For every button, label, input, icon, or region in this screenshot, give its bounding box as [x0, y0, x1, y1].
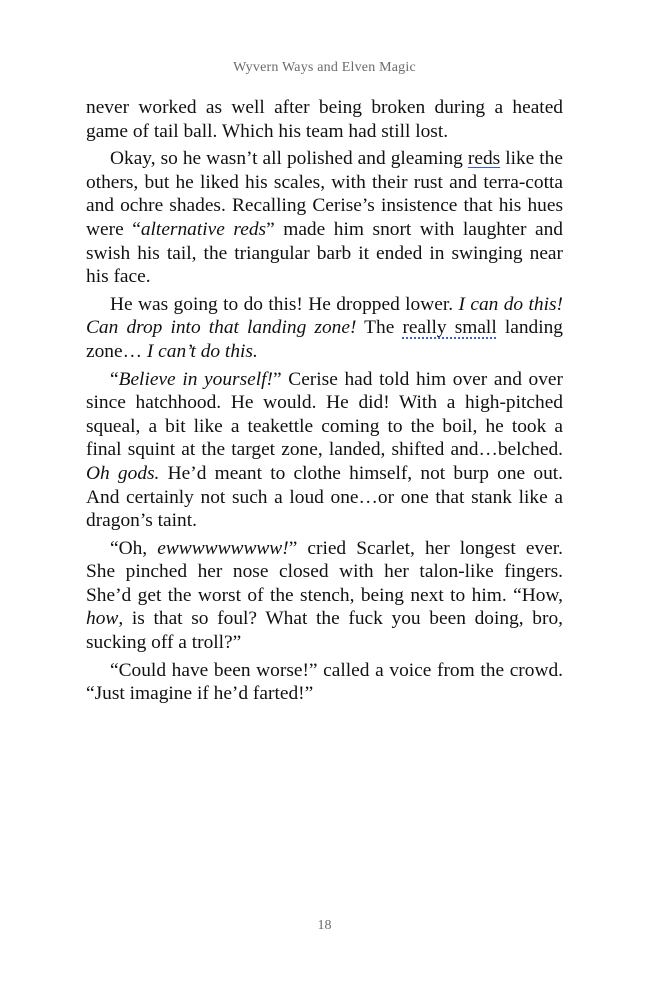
text-run: ” cried Scarlet, her longest ever. She pinched her nose closed with her talon-like fingers. She’d get the worst of the stench, being next to him. “How,	[86, 537, 563, 606]
page-number: 18	[317, 918, 332, 933]
text-run: like the others, but he liked his scales, with their rust and terra-cotta and ochre shades. Recalling Cerise’s insistence that his hues were “	[86, 148, 563, 240]
italic-text-run: alternative reds	[140, 218, 267, 240]
running-header: Wyvern Ways and Elven Magic	[233, 60, 416, 75]
text-run: never worked as well after being broken during a heated game of tail ball. Which his team had still lost.	[86, 97, 563, 142]
italic-text-run: I can’t do this.	[146, 340, 258, 362]
text-run: ” Cerise had told him over and over since hatchhood. He would. He did! With a high-pitched squeal, a bit like a teakettle coming to the boil, he took a final squint at the target zone, landed, shifted and…belched.	[86, 368, 563, 461]
italic-text-run: ewwwwwwwww!	[157, 537, 289, 559]
italic-text-run: how	[86, 608, 119, 630]
text-run: landing zone…	[86, 317, 563, 362]
grammar-flagged-phrase[interactable]: really small	[402, 317, 497, 339]
text-run: ” made him snort with laughter and swish his tail, the triangular barb it ended in swinging near his face.	[86, 218, 563, 288]
paragraph	[86, 293, 563, 364]
text-run: He was going to do this! He dropped lower.	[110, 293, 459, 315]
paragraph	[86, 147, 563, 289]
italic-text-run: Believe in yourself!	[118, 368, 273, 390]
paragraph	[86, 368, 563, 533]
paragraph	[86, 537, 563, 655]
body-text	[86, 96, 563, 706]
italic-text-run: I can do this! Can drop into that landing zone!	[86, 293, 563, 339]
paragraph	[86, 659, 563, 706]
text-run: Okay, so he wasn’t all polished and gleaming	[110, 148, 468, 170]
spellcheck-flagged-word[interactable]: reds	[467, 148, 501, 170]
text-run: The	[356, 317, 403, 339]
text-run: He’d meant to clothe himself, not burp one out. And certainly not such a loud one…or one that stank like a dragon’s taint.	[86, 462, 563, 532]
italic-text-run: Oh gods.	[86, 462, 160, 484]
text-run: “Could have been worse!” called a voice from the crowd. “Just imagine if he’d farted!”	[86, 659, 563, 705]
text-run: “Oh,	[110, 537, 158, 559]
text-run: “	[110, 368, 119, 390]
paragraph	[86, 96, 563, 143]
text-run: , is that so foul? What the fuck you been doing, bro, sucking off a troll?”	[86, 608, 563, 654]
